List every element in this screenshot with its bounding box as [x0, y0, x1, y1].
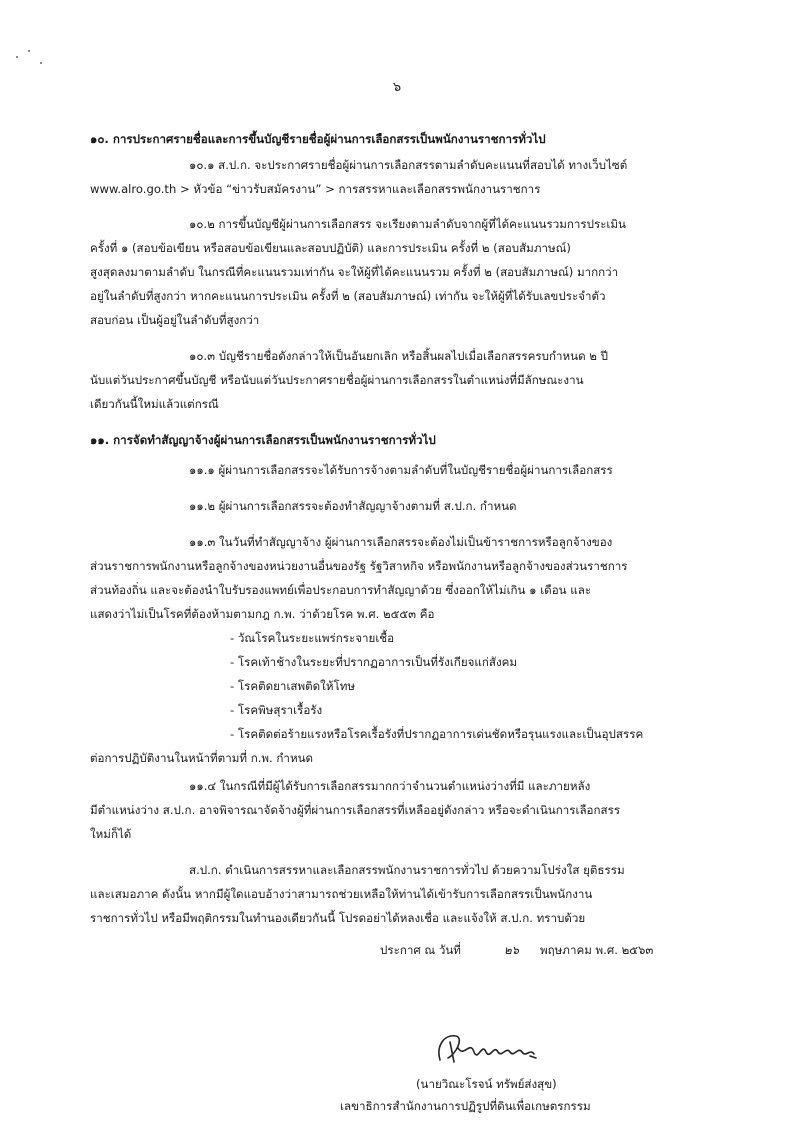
announcement-prefix: ประกาศ ณ วันที่	[380, 943, 461, 957]
section-11-3-line: ส่วนราชการพนักงานหรือลูกจ้างของหน่วยงานอื่นของรัฐ รัฐวิสาหกิจ หรือพนักงานหรือลูกจ้างของส่วนราชการ	[90, 559, 628, 573]
announcement-month-year: พฤษภาคม พ.ศ. ๒๕๖๓	[540, 943, 654, 957]
closing-line: ราชการทั่วไป หรือมีพฤติกรรมในทำนองเดียวกันนี้ โปรดอย่าได้หลงเชื่อ และแจ้งให้ ส.ป.ก. ทราบด้วย	[90, 911, 586, 925]
disease-item: - โรคติดต่อร้ายแรงหรือโรคเรื้อรังที่ปรากฏอาการเด่นชัดหรือรุนแรงและเป็นอุปสรรค	[230, 727, 644, 741]
section-11-4-line: มีตำแหน่งว่าง ส.ป.ก. อาจพิจารณาจัดจ้างผู้ที่ผ่านการเลือกสรรที่เหลืออยู่ดังกล่าว หรือจะดำเนินการเลือกสรร	[90, 803, 621, 817]
section-10-heading: ๑๐. การประกาศรายชื่อและการขึ้นบัญชีรายชื่อผู้ผ่านการเลือกสรรเป็นพนักงานราชการทั่วไป	[90, 132, 546, 146]
disease-item-continued: ต่อการปฏิบัติงานในหน้าที่ตามที่ ก.พ. กำหนด	[90, 751, 314, 765]
section-10-2-line: สอบก่อน เป็นผู้อยู่ในลำดับที่สูงกว่า	[90, 313, 260, 327]
disease-item: - วัณโรคในระยะแพร่กระจายเชื้อ	[230, 631, 395, 645]
closing-line: และเสมอภาค ดังนั้น หากมีผู้ใดแอบอ้างว่าสามารถช่วยเหลือให้ท่านได้เข้ารับการเลือกสรรเป็นพนักงาน	[90, 887, 593, 901]
scan-speck	[16, 56, 18, 58]
disease-item: - โรคพิษสุราเรื้อรัง	[230, 703, 323, 717]
announcement-day: ๒๖	[504, 943, 520, 957]
closing-line: ส.ป.ก. ดำเนินการสรรหาและเลือกสรรพนักงานราชการทั่วไป ด้วยความโปร่งใส ยุติธรรม	[189, 863, 625, 877]
section-10-2-line: สูงสุดลงมาตามลำดับ ในกรณีที่คะแนนรวมเท่ากัน จะให้ผู้ที่ได้คะแนนรวม ครั้งที่ ๒ (สอบสัมภาษณ์) มากกว่า	[90, 265, 619, 279]
disease-item: - โรคติดยาเสพติดให้โทษ	[230, 679, 355, 693]
section-10-1-line: www.alro.go.th > หัวข้อ “ข่าวรับสมัครงาน” > การสรรหาและเลือกสรรพนักงานราชการ	[90, 182, 541, 196]
scan-speck	[28, 50, 30, 52]
section-11-3-line: แสดงว่าไม่เป็นโรคที่ต้องห้ามตามกฎ ก.พ. ว่าด้วยโรค พ.ศ. ๒๕๕๓ คือ	[90, 607, 435, 621]
disease-item: - โรคเท้าช้างในระยะที่ปรากฏอาการเป็นที่รังเกียจแก่สังคม	[230, 655, 518, 669]
section-10-2-line: อยู่ในลำดับที่สูงกว่า หากคะแนนการประเมิน ครั้งที่ ๒ (สอบสัมภาษณ์) เท่ากัน จะให้ผู้ที่ได้รับเลขประจำตัว	[90, 289, 606, 303]
section-11-2-line: ๑๑.๒ ผู้ผ่านการเลือกสรรจะต้องทำสัญญาจ้างตามที่ ส.ป.ก. กำหนด	[189, 499, 517, 513]
section-10-2-line: ๑๐.๒ การขึ้นบัญชีผู้ผ่านการเลือกสรร จะเรียงตามลำดับจากผู้ที่ได้คะแนนรวมการประเมิน	[189, 217, 626, 231]
signature-image	[434, 1028, 554, 1068]
signer-position: เลขาธิการสำนักงานการปฏิรูปที่ดินเพื่อเกษตรกรรม	[340, 1099, 591, 1113]
section-11-heading: ๑๑. การจัดทำสัญญาจ้างผู้ผ่านการเลือกสรรเป็นพนักงานราชการทั่วไป	[90, 433, 436, 447]
section-11-4-line: ๑๑.๔ ในกรณีที่มีผู้ได้รับการเลือกสรรมากกว่าจำนวนตำแหน่งว่างที่มี และภายหลัง	[189, 779, 591, 793]
section-11-1-line: ๑๑.๑ ผู้ผ่านการเลือกสรรจะได้รับการจ้างตามลำดับที่ในบัญชีรายชื่อผู้ผ่านการเลือกสรร	[189, 463, 613, 477]
section-10-3-line: เดียวกันนี้ใหม่แล้วแต่กรณี	[90, 397, 219, 411]
section-10-2-line: ครั้งที่ ๑ (สอบข้อเขียน หรือสอบข้อเขียนและสอบปฏิบัติ) และการประเมิน ครั้งที่ ๒ (สอบสัมภาษณ์)	[90, 241, 571, 255]
page-number: ๖	[392, 80, 402, 95]
section-10-1-line: ๑๐.๑ ส.ป.ก. จะประกาศรายชื่อผู้ผ่านการเลือกสรรตามลำดับคะแนนที่สอบได้ ทางเว็บไซต์	[189, 158, 628, 172]
section-10-3-line: นับแต่วันประกาศขึ้นบัญชี หรือนับแต่วันประกาศรายชื่อผู้ผ่านการเลือกสรรในตำแหน่งที่มีลักษณะงาน	[90, 373, 584, 387]
section-11-3-line: ส่วนท้องถิ่น และจะต้องนำใบรับรองแพทย์เพื่อประกอบการทำสัญญาด้วย ซึ่งออกให้ไม่เกิน ๑ เดือน และ	[90, 583, 592, 597]
signer-name: (นายวิณะโรจน์ ทรัพย์ส่งสุข)	[416, 1077, 557, 1091]
section-10-3-line: ๑๐.๓ บัญชีรายชื่อดังกล่าวให้เป็นอันยกเลิก หรือสิ้นผลไปเมื่อเลือกสรรครบกำหนด ๒ ปี	[189, 349, 608, 363]
section-11-4-line: ใหม่ก็ได้	[90, 827, 132, 841]
scan-speck	[40, 62, 42, 64]
section-11-3-line: ๑๑.๓ ในวันที่ทำสัญญาจ้าง ผู้ผ่านการเลือกสรรจะต้องไม่เป็นข้าราชการหรือลูกจ้างของ	[189, 535, 613, 549]
